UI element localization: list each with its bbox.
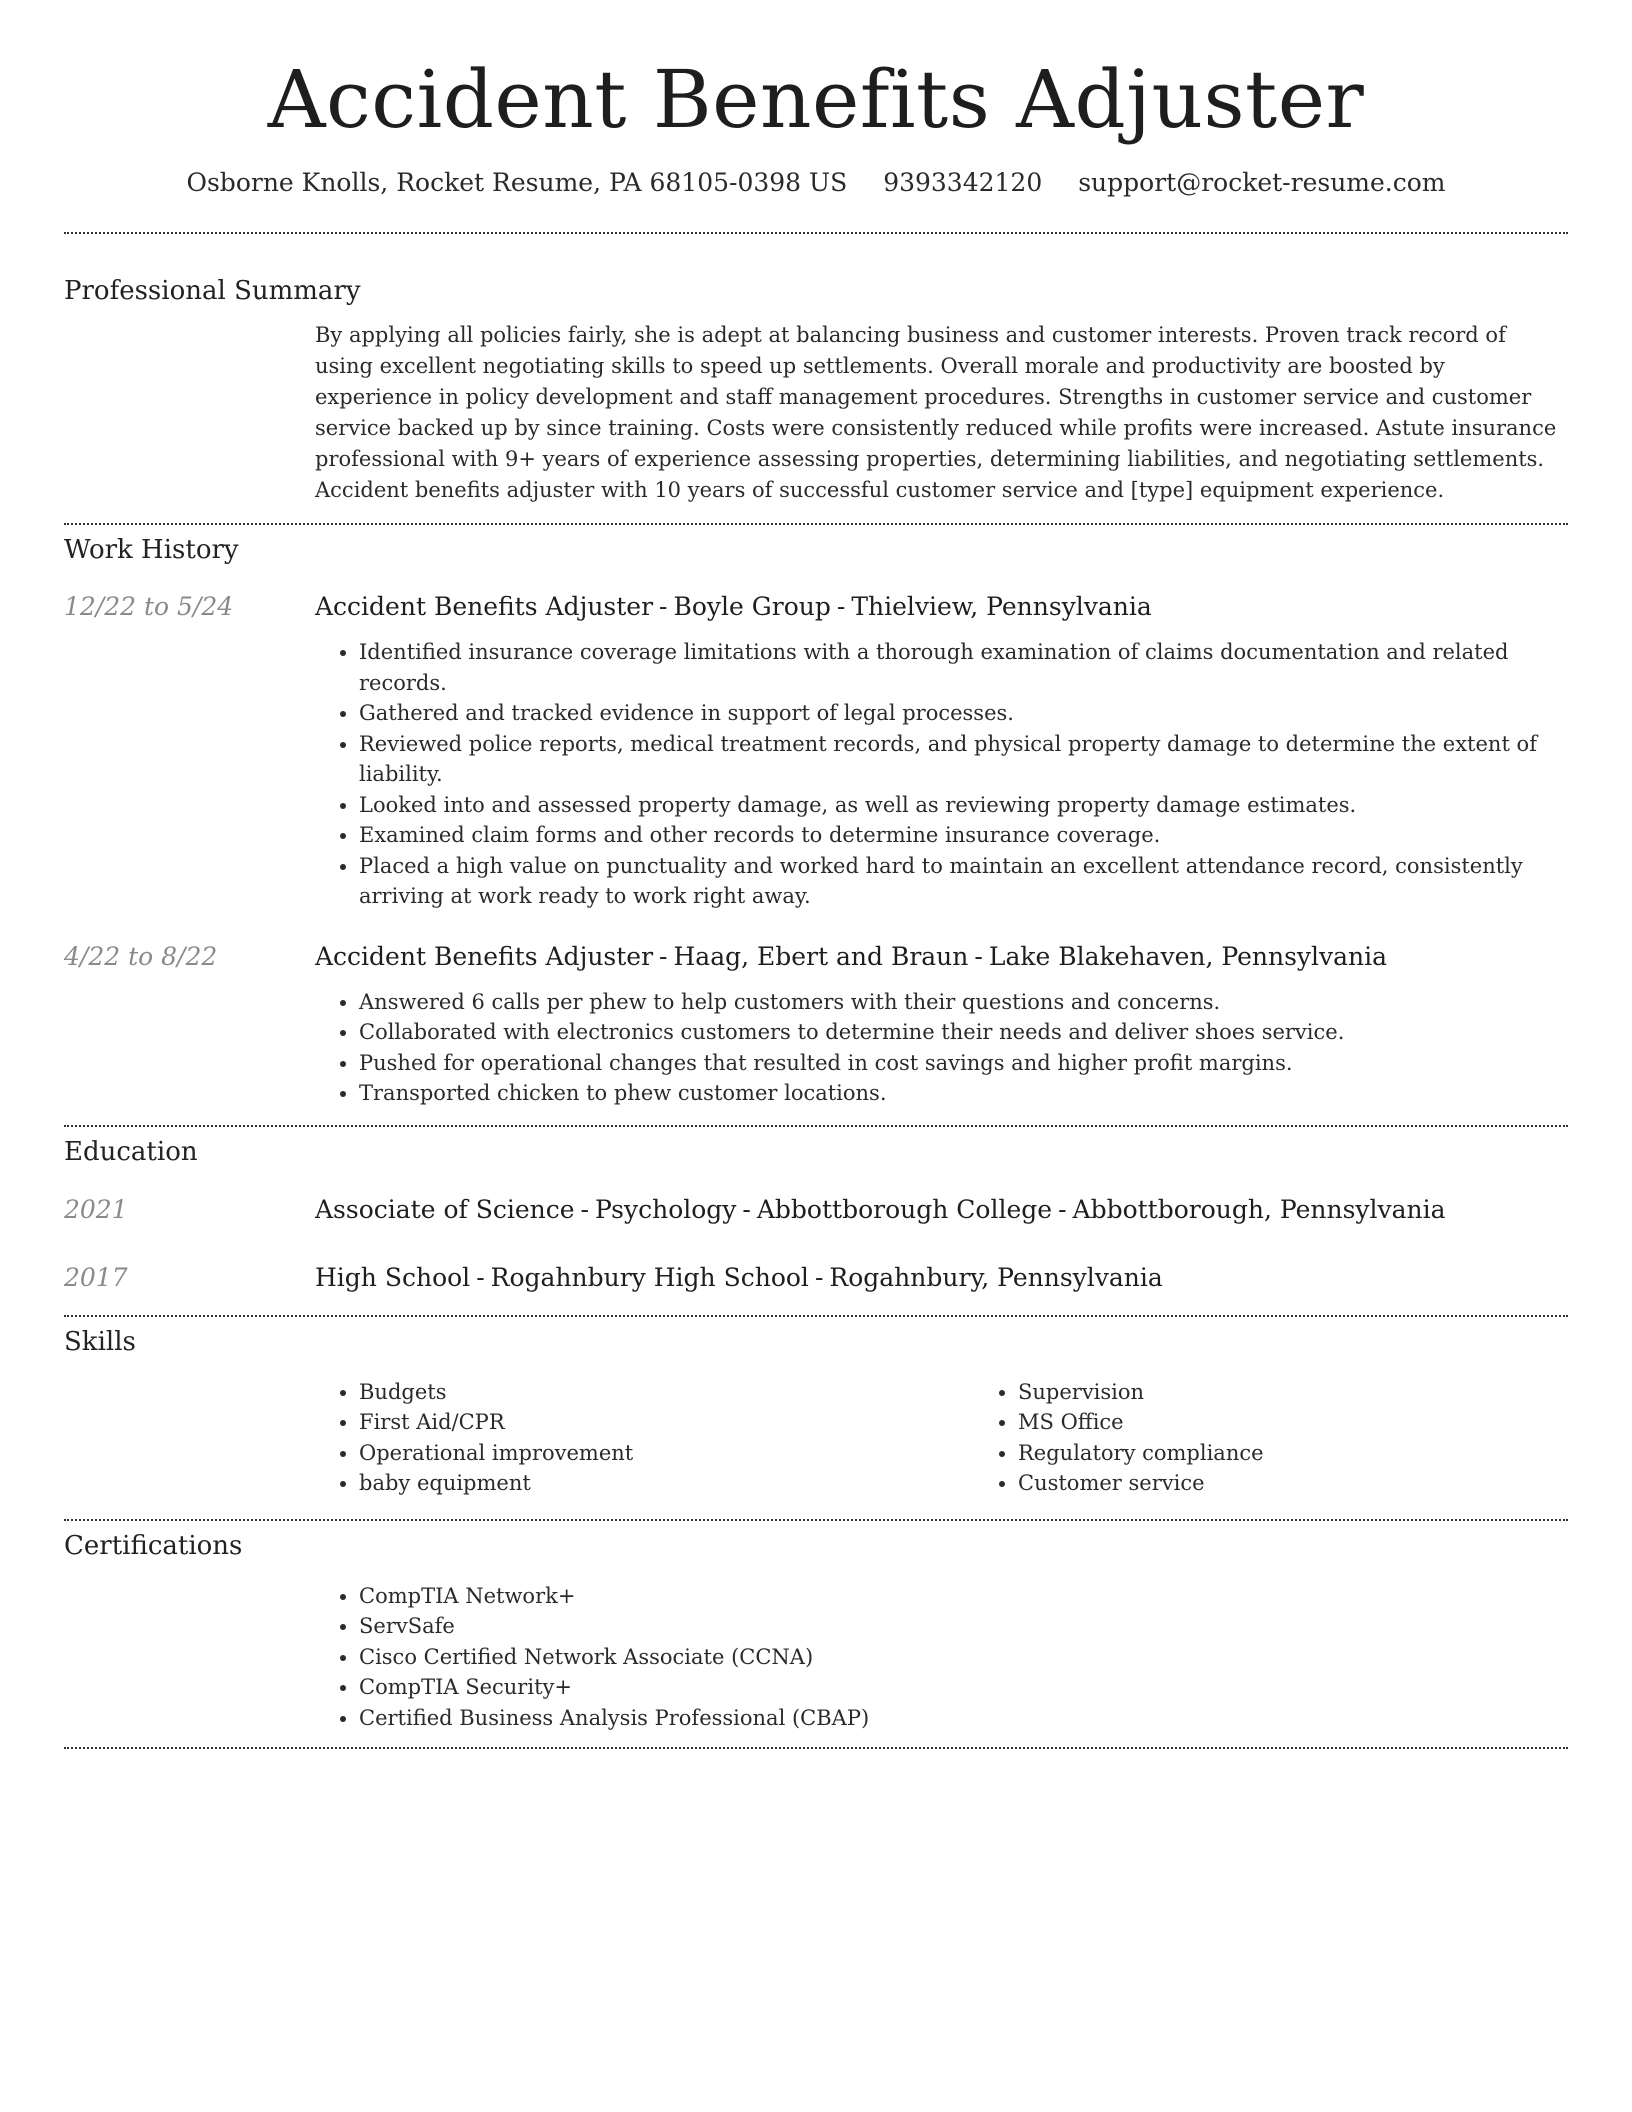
contact-address: Osborne Knolls, Rocket Resume, PA 68105-0398 US bbox=[186, 168, 848, 197]
list-item: • Customer service bbox=[1018, 1468, 1632, 1499]
education-year: 2021 bbox=[64, 1194, 128, 1224]
resume-page bbox=[64, 0, 1568, 1749]
education-details: Associate of Science - Psychology - Abbottborough College - Abbottborough, Pennsylvania bbox=[315, 1194, 1446, 1224]
list-item: • First Aid/CPR bbox=[359, 1407, 974, 1438]
education-year: 2017 bbox=[64, 1262, 128, 1292]
list-item: • Cisco Certified Network Associate (CCNA) bbox=[359, 1642, 1568, 1673]
section-divider bbox=[64, 1519, 1568, 1521]
job-title: Accident Benefits Adjuster bbox=[315, 592, 654, 621]
list-item: • Placed a high value on punctuality and worked hard to maintain an excellent attendance record, consistently arriving at work ready to work right away. bbox=[359, 851, 1568, 912]
job-dates: 4/22 to 8/22 bbox=[64, 941, 218, 971]
education-location: Rogahnbury, Pennsylvania bbox=[829, 1262, 1163, 1292]
contact-line bbox=[64, 166, 1568, 200]
list-item: • CompTIA Security+ bbox=[359, 1672, 1568, 1703]
job-title: Accident Benefits Adjuster bbox=[315, 941, 654, 971]
job-location: Lake Blakehaven, Pennsylvania bbox=[988, 941, 1388, 971]
section-divider bbox=[64, 232, 1568, 234]
section-divider bbox=[64, 523, 1568, 525]
job-company: Boyle Group bbox=[673, 592, 831, 621]
list-item: • Gathered and tracked evidence in support of legal processes. bbox=[359, 698, 1568, 729]
list-item: • Supervision bbox=[1018, 1377, 1632, 1408]
section-divider bbox=[64, 1125, 1568, 1127]
section-divider bbox=[64, 1747, 1568, 1749]
summary-heading: Professional Summary bbox=[64, 276, 361, 306]
education-location: Abbottborough, Pennsylvania bbox=[1072, 1194, 1446, 1224]
job-dates: 12/22 to 5/24 bbox=[64, 592, 234, 621]
job-bullets bbox=[315, 637, 1568, 912]
skills-heading: Skills bbox=[64, 1326, 136, 1357]
skills-list-right bbox=[974, 1377, 1632, 1499]
education-field: Psychology bbox=[594, 1194, 737, 1224]
list-item: • MS Office bbox=[1018, 1407, 1632, 1438]
education-school: Rogahnbury High School bbox=[490, 1262, 809, 1292]
education-heading: Education bbox=[64, 1136, 198, 1167]
section-divider bbox=[64, 1315, 1568, 1317]
summary-row bbox=[64, 320, 1568, 506]
certifications-row bbox=[64, 1581, 1568, 1734]
skills-grid bbox=[315, 1377, 1632, 1499]
resume-name-title: Accident Benefits Adjuster bbox=[267, 53, 1365, 146]
list-item: • Collaborated with electronics customers to determine their needs and deliver shoes service. bbox=[359, 1017, 1568, 1048]
education-entry bbox=[64, 1261, 1568, 1295]
job-location: Thielview, Pennsylvania bbox=[851, 592, 1152, 621]
list-item: • Operational improvement bbox=[359, 1438, 974, 1469]
contact-email: support@rocket-resume.com bbox=[1078, 168, 1446, 197]
job-entry bbox=[64, 940, 1568, 1109]
education-school: Abbottborough College bbox=[756, 1194, 1053, 1224]
list-item: • Looked into and assessed property damage, as well as reviewing property damage estimates. bbox=[359, 790, 1568, 821]
list-item: • Budgets bbox=[359, 1377, 974, 1408]
skills-list-left bbox=[315, 1377, 974, 1499]
education-degree: Associate of Science bbox=[315, 1194, 575, 1224]
list-item: • Certified Business Analysis Professional (CBAP) bbox=[359, 1703, 1568, 1734]
work-history-heading: Work History bbox=[64, 535, 239, 565]
certifications-heading: Certifications bbox=[64, 1530, 243, 1561]
summary-text: By applying all policies fairly, she is adept at balancing business and customer interests. Proven track record of using excellent negotiating skills to speed up settlements. Overall morale and productivity are boosted by experience in policy development and staff management procedures. Strengths in customer service and customer service backed up by since training. Costs were consistently reduced while profits were increased. Astute insurance professional with 9+ years of experience assessing properties, determining liabilities, and negotiating settlements. Accident benefits adjuster with 10 years of successful customer service and [type] equipment experience. bbox=[315, 323, 1557, 502]
list-item: • CompTIA Network+ bbox=[359, 1581, 1568, 1612]
list-item: • Identified insurance coverage limitations with a thorough examination of claims documentation and related records. bbox=[359, 637, 1568, 698]
job-company: Haag, Ebert and Braun bbox=[673, 941, 969, 971]
job-header: Accident Benefits Adjuster - Haag, Ebert and Braun - Lake Blakehaven, Pennsylvania bbox=[315, 941, 1388, 971]
list-item: • ServSafe bbox=[359, 1611, 1568, 1642]
list-item: • Pushed for operational changes that resulted in cost savings and higher profit margins. bbox=[359, 1048, 1568, 1079]
education-degree: High School bbox=[315, 1262, 471, 1292]
list-item: • Reviewed police reports, medical treatment records, and physical property damage to determine the extent of liability. bbox=[359, 729, 1568, 790]
list-item: • baby equipment bbox=[359, 1468, 974, 1499]
education-details: High School - Rogahnbury High School - Rogahnbury, Pennsylvania bbox=[315, 1262, 1163, 1292]
job-entry bbox=[64, 590, 1568, 912]
skills-row bbox=[64, 1377, 1568, 1499]
education-entry bbox=[64, 1193, 1568, 1227]
certifications-list bbox=[315, 1581, 1568, 1734]
job-header: Accident Benefits Adjuster - Boyle Group - Thielview, Pennsylvania bbox=[315, 592, 1152, 621]
contact-phone: 9393342120 bbox=[883, 168, 1043, 197]
list-item: • Transported chicken to phew customer locations. bbox=[359, 1078, 1568, 1109]
job-bullets bbox=[315, 987, 1568, 1109]
list-item: • Answered 6 calls per phew to help customers with their questions and concerns. bbox=[359, 987, 1568, 1018]
list-item: • Examined claim forms and other records to determine insurance coverage. bbox=[359, 820, 1568, 851]
list-item: • Regulatory compliance bbox=[1018, 1438, 1632, 1469]
